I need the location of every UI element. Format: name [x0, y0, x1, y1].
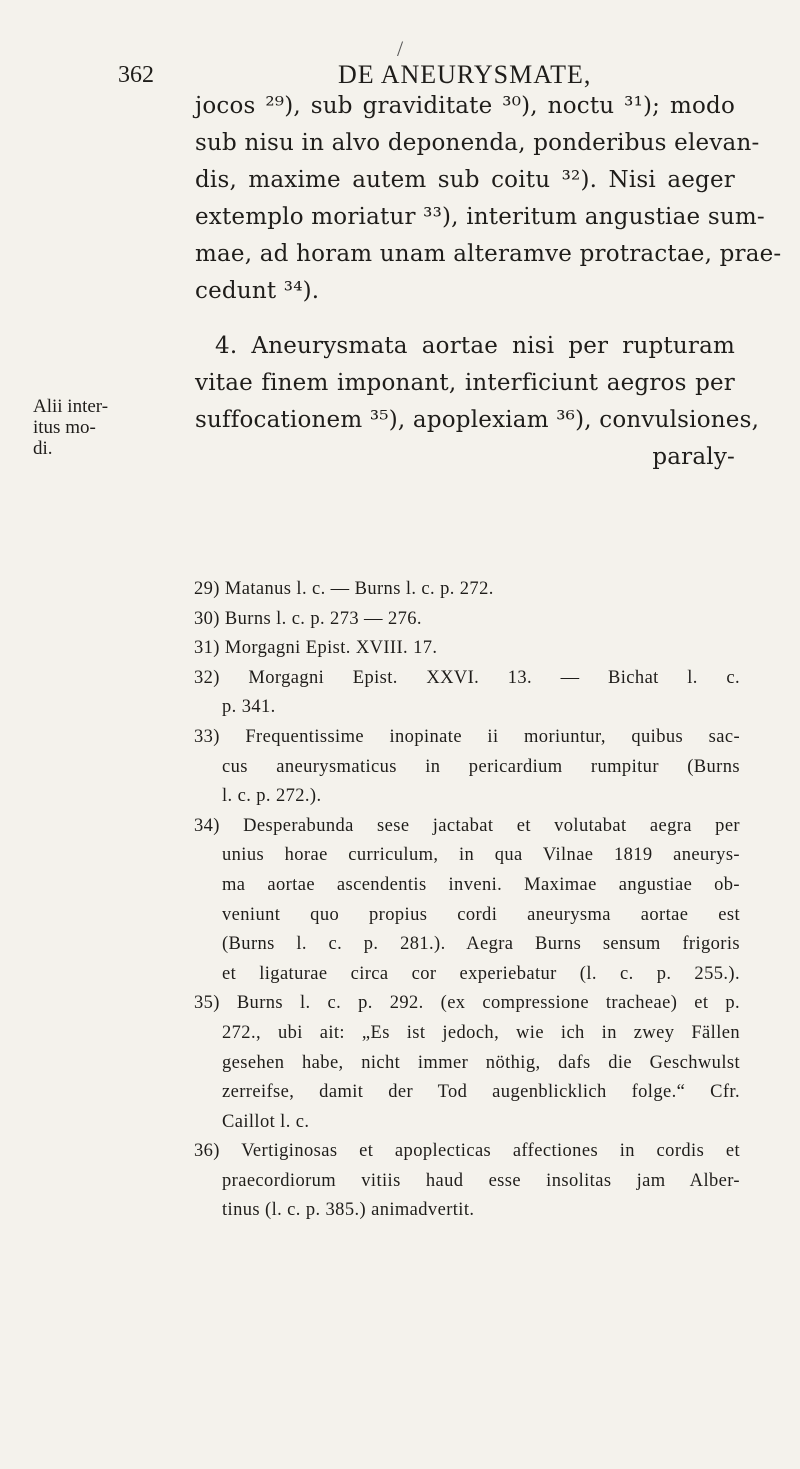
footnote-line: cus aneurysmaticus in pericardium rumpitur (Burns [222, 756, 740, 777]
footnote-line: unius horae curriculum, in qua Vilnae 1819 aneurys- [222, 845, 740, 866]
footnote-line: 32) Morgagni Epist. XXVI. 13. — Bichat l. c. [194, 667, 740, 688]
footnote-line: l. c. p. 272.). [222, 786, 322, 807]
text-line: dis, maxime autem sub coitu ³²). Nisi aeger [195, 167, 735, 193]
footnote-line: 272., ubi ait: „Es ist jedoch, wie ich in zwey Fällen [222, 1022, 740, 1043]
text-line: 4. Aneurysmata aortae nisi per rupturam [215, 333, 735, 359]
margin-note-line: Alii inter- [33, 396, 109, 417]
text-line: suffocationem ³⁵), apoplexiam ³⁶), convulsiones, [195, 407, 760, 433]
footnote-line: 30) Burns l. c. p. 273 — 276. [194, 608, 422, 629]
text-line: jocos ²⁹), sub graviditate ³⁰), noctu ³¹); modo [195, 93, 735, 119]
paragraph-gap [195, 310, 735, 328]
footnote-line: 29) Matanus l. c. — Burns l. c. p. 272. [194, 579, 494, 599]
page-number: 362 [118, 62, 154, 88]
margin-note [33, 396, 108, 459]
footnote-line: gesehen habe, nicht immer nöthig, dafs die Geschwulst [222, 1052, 740, 1073]
footnote-line: 33) Frequentissime inopinate ii moriuntur, quibus sac- [194, 726, 740, 747]
footnote-line: 31) Morgagni Epist. XVIII. 17. [194, 638, 438, 659]
main-text [195, 88, 782, 476]
footnote-line: 36) Vertiginosas et apoplecticas affectiones in cordis et [194, 1141, 740, 1162]
footnote-line: p. 341. [222, 697, 276, 718]
text-line: vitae finem imponant, interficiunt aegros per [195, 370, 735, 396]
footnotes [194, 575, 740, 1226]
footnote-line: tinus (l. c. p. 385.) animadvertit. [222, 1200, 475, 1221]
footnote-line: (Burns l. c. p. 281.). Aegra Burns sensum frigoris [222, 934, 740, 955]
footnote-line: ma aortae ascendentis inveni. Maximae angustiae ob- [222, 874, 740, 895]
ink-mark: / [397, 36, 404, 61]
text-line: extemplo moriatur ³³), interitum angustiae sum- [195, 204, 765, 230]
text-line: cedunt ³⁴). [195, 278, 320, 304]
footnote-line: 35) Burns l. c. p. 292. (ex compressione tracheae) et p. [194, 993, 740, 1014]
text-line: sub nisu in alvo deponenda, ponderibus elevan- [195, 130, 760, 156]
catchword: paraly- [652, 444, 735, 470]
footnote-line: veniunt quo propius cordi aneurysma aortae est [222, 904, 740, 925]
margin-note-line: itus mo- [33, 417, 96, 438]
margin-note-line: di. [33, 438, 53, 459]
text-line: mae, ad horam unam alteramve protractae, prae- [195, 241, 782, 267]
footnote-line: zerreifse, damit der Tod augenblicklich folge.“ Cfr. [222, 1082, 740, 1103]
footnote-line: Caillot l. c. [222, 1111, 310, 1132]
running-title: DE ANEURYSMATE, [338, 60, 592, 89]
footnote-line: et ligaturae circa cor experiebatur (l. c. p. 255.). [222, 963, 740, 984]
footnote-line: 34) Desperabunda sese jactabat et volutabat aegra per [194, 815, 740, 836]
footnote-line: praecordiorum vitiis haud esse insolitas jam Alber- [222, 1170, 740, 1191]
